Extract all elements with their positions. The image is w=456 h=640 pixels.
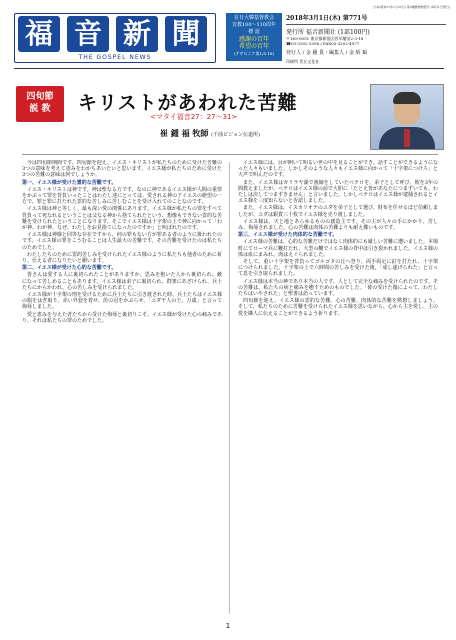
badge-line-2: 説 教	[29, 104, 51, 114]
paragraph: イエス様は本当の神であり本当の人です。人として完全な痛みを受けられたのです。その苦難は、私たちの病と痛みを癒すためのものでした。「彼の受けた傷によって、わたしたちはいやされた」と聖書は語っています。	[238, 278, 438, 298]
article-column-left	[22, 160, 222, 618]
article-column-right	[238, 160, 438, 618]
publisher-address: 〒169-0051 東京都新宿区西早稲田2-3-18	[286, 36, 364, 41]
paragraph: そして、重い十字架を背負ってゴルゴタの丘へ登り、両手両足に釘を打たれ、十字架につけられました。十字架の上で六時間の苦しみを受けた後、「成し遂げられた」と言って息を引き取られました。	[238, 259, 438, 278]
issue-info	[286, 13, 446, 65]
paragraph: イエス様は神様と同等な存在ですから、何の罪もない方が罪ある者のように扱われたのです。イエス様の罪をこうむることは人生最大の苦難です。その苦難を受けたのは私たちのためでした。	[22, 232, 222, 251]
paragraph: わたしたちのために霊的苦しみを受けられたイエス様のように私たちも他者のために祈り、仕える者になりたいと願います。	[22, 251, 222, 265]
paragraph: また、イエス様はガリラヤ湖で漁師をしていたペテロを、弟子として呼び、彼を3年の間教えましたが、ペテロはイエス様の前で大胆に「たとえ皆があなたにつまずいても、わたしは決してつまずきません」と言いました。しかしペテロはイエス様が逮捕されるとイエス様を三度知らないと否認しました。	[238, 179, 438, 205]
logo-glyph-2: 音	[67, 16, 109, 52]
article-title: キリストがあわれた苦難	[78, 92, 298, 114]
logo-english: THE GOSPEL NEWS	[78, 54, 152, 61]
paragraph: 今は四旬節期間です。四旬節を迎え、イエス・キリストが私たちのために受けた苦難の3つの意味を考えて恵みをわかちあいたいと思います。イエス様が私たちのために受けた3つの苦難の意味は何でしょうか。	[22, 160, 222, 179]
section-heading: 第二、イエス様が受けた心的な苦難です。	[22, 265, 117, 272]
author-org: (千曲ビジョン伝道所)	[211, 132, 260, 138]
paragraph: イエス・キリストは神です。神は聖なる方です。なのに神であるイエス様が人間の重罪をかぶって罪を背負いったことはわたし達にとっては、愛される神の子イエスの絶望の一方で、罪と罪に打たれた霊的な苦しみに苦しむことを受け入れてのことなのです。	[22, 186, 222, 206]
masthead-logo	[14, 13, 216, 63]
logo-glyph-3: 新	[116, 16, 158, 52]
motto-reference: (テサロニケ第1/5:18)	[234, 51, 274, 56]
scripture-reference: <マタイ福音27：27〜31>	[150, 113, 238, 121]
church-motto-box	[226, 13, 282, 61]
postal-permit-line: 日本(昭和27年1月25日) 第3種郵便物認可 (毎月1日発行)	[373, 5, 450, 9]
church-name: 在日大韓基督教会	[233, 15, 274, 21]
paragraph: イエス様は、天と地とあらゆるものの創造主です。その主が人々の手にかかり、苦しみ、侮辱されました。心の苦難は肉体の苦難よりも耐え難いものです。	[238, 218, 438, 232]
paragraph: また、イエス様は、イスカリオテのユダを弟子として選び、財布を任せるほど信頼しましたが、ユダは銀貨三十枚でイエス様を売り渡しました。	[238, 205, 438, 218]
paragraph: イエス様は神と等しく、最も深い愛の関係にあります。イエス様が私たちの罪をすべて背負って死なれるということは父なる神から捨てられたという、想像もできない霊的な苦難を受けられたということになります。そこでイエス様は十字架の上で神に向かって「わが神、わが神、なぜ、わたしをお見捨てになったのですか」と叫ばれたのです。	[22, 206, 222, 232]
masthead-rule	[14, 68, 444, 69]
motto-label: 標 語	[248, 29, 260, 35]
logo-glyph-4: 聞	[165, 16, 207, 52]
motto-line-2: 希望の百年	[238, 43, 269, 50]
author-name: 崔 鍾 福 牧師	[160, 128, 209, 138]
sermon-badge	[16, 86, 64, 122]
column-divider	[229, 162, 230, 614]
publisher-phone: ☎03-3202-5398 / FAX03-3202-4977	[286, 41, 360, 46]
title-rule	[22, 154, 438, 155]
logo-glyph-1: 福	[18, 16, 60, 52]
section-heading: 第一、イエス様が受けた霊的な苦難です。	[22, 179, 117, 186]
motto-line-1: 感謝の百年	[238, 36, 269, 43]
printer: 印刷所 青丘文化社	[286, 59, 320, 64]
article-author	[160, 128, 260, 139]
author-photo	[370, 84, 444, 150]
paragraph: イエス様が十字架の刑を受けるために兵士たちに引き渡された時、兵士たちはイエス様の服をはぎ取り、赤い外套を着せ、茨の冠をかぶらせ、「ユダヤ人の王、万歳」と言って侮辱しました。	[22, 292, 222, 311]
mission-years: 宣教100〜110周年	[231, 22, 277, 28]
issue-date: 2018年3月1日(木) 第771号	[286, 13, 446, 25]
paragraph: イエス様には、目が開いて明るい世の中を見ることができ、話すことができるようになった人々もいました。しかしそのような人々もイエス様に向かって「十字架につけろ」と大声で叫んだのです。	[238, 160, 438, 179]
page-number: 1	[225, 622, 231, 630]
paragraph: 愛と恵みを与えた者たちから受けた侮辱と裏切りこそ、イエス様が受けた心の痛みであり、それは私たちの罪のためでした。	[22, 311, 222, 324]
paragraph: イエス様の苦難は、心的な苦難だけではなく肉体的にも厳しい苦難に遭いました。本場町にてローマ兵に鞭打たれ、大型の鞭でイエス様の背中は引き裂かれました。イエス様の体は血にまみれ、肉はえぐられました。	[238, 239, 438, 258]
section-heading: 第三、イエス様が受けた肉体的な苦難です。	[238, 232, 338, 239]
paragraph: 皆さんは愛する人に裏切られたことがありますか。思みを抱いた人から裏切られ、敵になって苦しめることもあります。イエス様は弟子に裏切られ、群衆にあざけられ、兵士たちにからかわれ、心の苦しみを受けられました。	[22, 272, 222, 291]
publisher: 発行所 福音新聞社 (1部100円)	[286, 29, 370, 36]
badge-line-1: 四旬節	[26, 92, 54, 102]
staff-credit: 発行人 / 金 鍾 貴・編集人 / 金 炳 鎬	[286, 50, 368, 56]
paragraph: 四旬節を迎え、イエス様の霊的な苦難、心の苦難、肉体的な苦難を黙想しましょう。そして、私たちのために苦難を受けられたイエス様を思いながら、心から主を愛し、主の愛を隣人に伝えることができるよう祈ります。	[238, 298, 438, 317]
